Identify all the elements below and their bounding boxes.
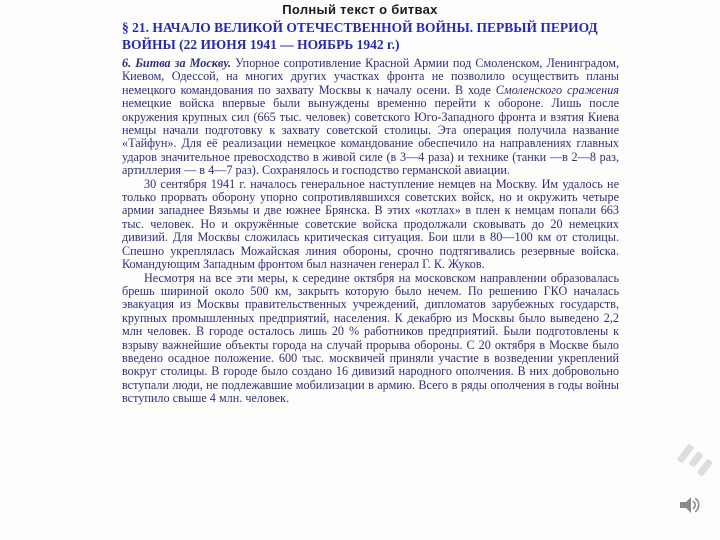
body-paragraphs [122,57,619,406]
text-run: немецкие войска впервые были вынуждены временно перейти к обороне. Лишь после окружения крупных сил (665 тыс. человек) советского Юго-Западного фронта и взятия Киева немцы начали подготовку к захвату советской столицы. Эта операция получила название «Тайфун». Для её реализации немецкое командование обеспечило на направлениях главных ударов значительное превосходство в живой силе (в 3—4 раза) и технике (танки —в 2—8 раз, артиллерия — в 4—7 раз). Сохранялось и господство германской авиации. [122,96,619,178]
text-block [122,19,619,406]
speaker-icon[interactable] [678,492,704,518]
paragraph [122,178,619,272]
decorative-watermark [671,437,720,494]
speaker-icon-svg [678,492,704,518]
section-heading: § 21. НАЧАЛО ВЕЛИКОЙ ОТЕЧЕСТВЕННОЙ ВОЙНЫ. ПЕРВЫЙ ПЕРИОД ВОЙНЫ (22 ИЮНЯ 1941 — НОЯБРЬ 1942 г.) [122,20,598,52]
paragraph [122,272,619,406]
paragraph [122,57,619,178]
text-run: Несмотря на все эти меры, к середине октября на московском направлении образовалась брешь шириной около 500 км, закрыть которую было нечем. По решению ГКО началась эвакуация из Москвы правительственных учреждений, дипломатов зарубежных государств, крупных промышленных предприятий, населения. К декабрю из Москвы было выведено 2,2 млн человек. В городе осталось лишь 20 % работников предприятий. Были подготовлены к взрыву важнейшие объекты города на случай прорыва обороны. С 20 октября в Москве было введено осадное положение. 600 тыс. москвичей приняли участие в возведении укреплений вокруг столицы. В городе было создано 16 дивизий народного ополчения. В них добровольно вступали люди, не подлежавшие мобилизации в армию. Всего в ряды ополчения в годы войны вступило свыше 4 млн. человек. [122,270,619,406]
text-run: Смоленского сражения [495,82,619,97]
text-run: 6. Битва за Москву. [122,56,236,70]
slide-title: Полный текст о битвах [282,2,438,17]
text-run: 30 сентября 1941 г. началось генеральное наступление немцев на Москву. Им удалось не только прорвать оборону упорно сопротивлявшихся советских войск, но и окружить четыре армии западнее Вязьмы и две южнее Брянска. В этих «котлах» в плен к немцам попали 663 тыс. человек. Но и окружённые советские войска продолжали сковывать до 20 немецких дивизий. Для Москвы сложилась критическая ситуация. Бои шли в 80—100 км от столицы. Спешно укреплялась Можайская линия обороны, срочно подтягивались резервные войска. Командующим Западным фронтом был назначен генерал Г. К. Жуков. [122,176,619,272]
text-run: Упорное сопротивление Красной Армии под Смоленском, Ленинградом, Киевом, Одессой, на многих других участках фронта не позволило осуществить планы немецкого командования по захвату Москвы к началу осени. В ходе [122,56,620,97]
